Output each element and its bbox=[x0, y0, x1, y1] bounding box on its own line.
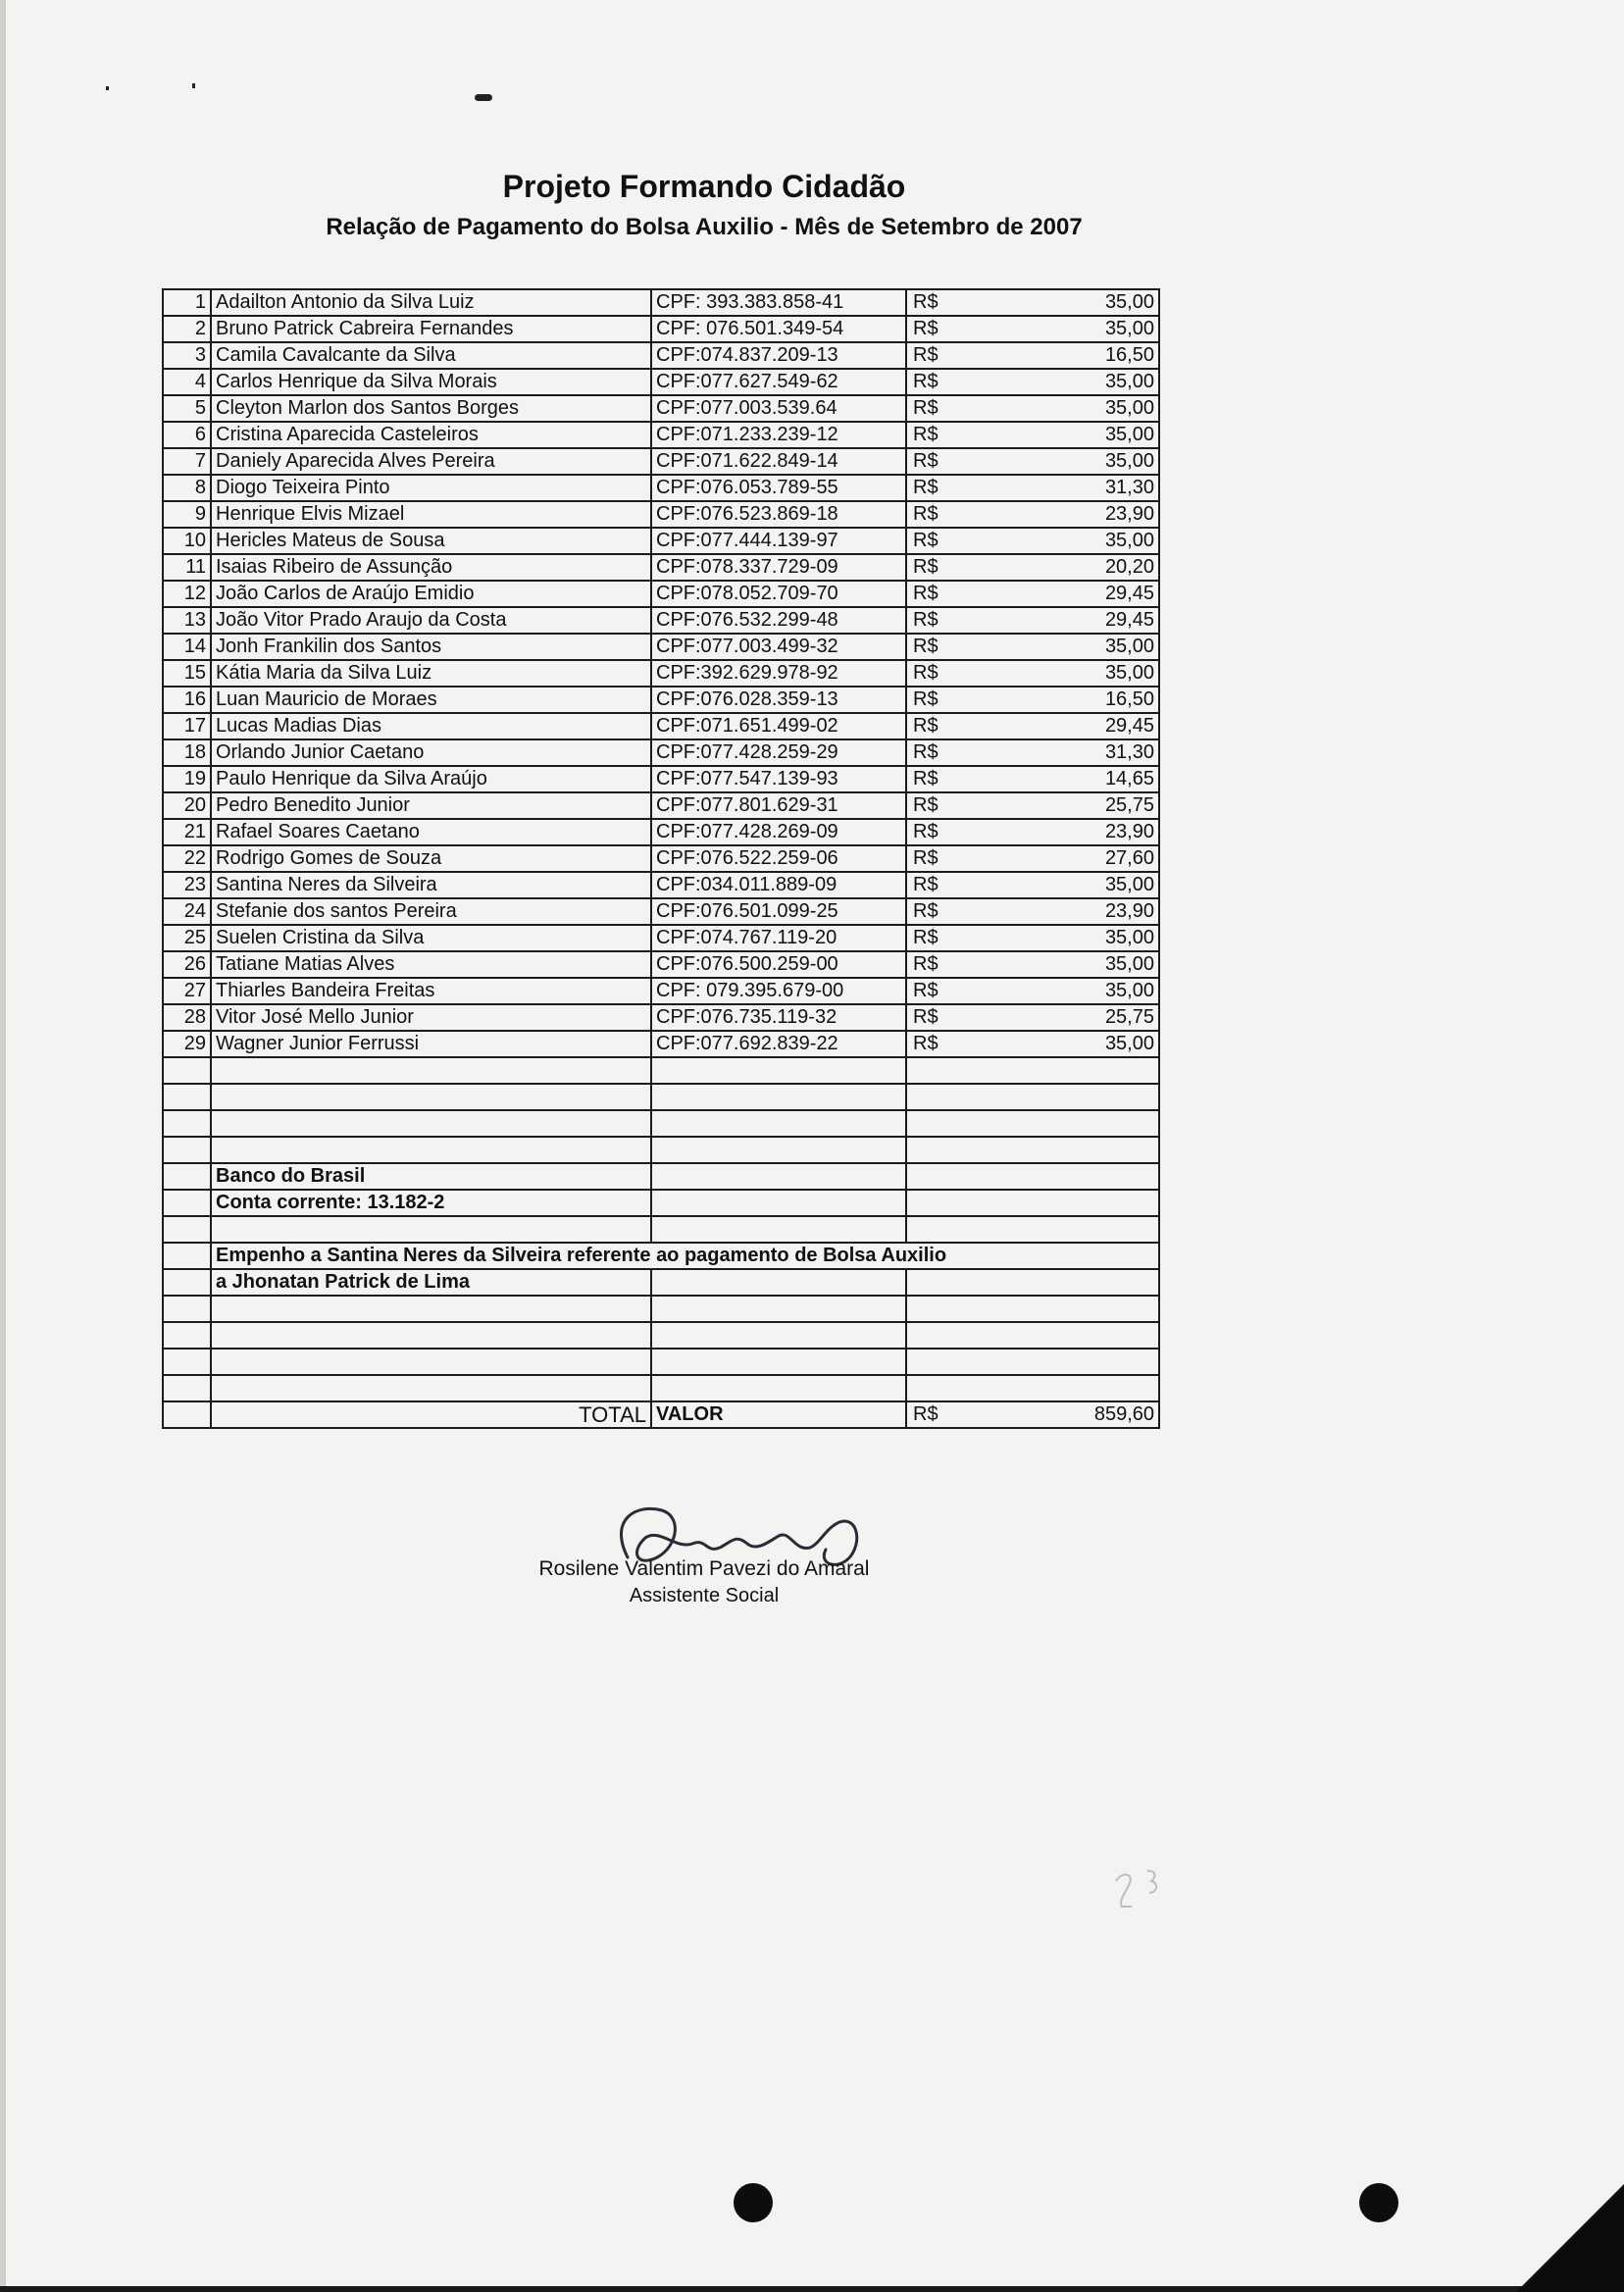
scan-speck bbox=[106, 86, 109, 90]
folded-corner bbox=[1516, 2184, 1624, 2292]
payment-amount: 31,30 bbox=[1104, 477, 1154, 498]
payment-amount-cell bbox=[906, 978, 1159, 1004]
table-row bbox=[163, 395, 1159, 422]
currency-symbol: R$ bbox=[913, 397, 939, 419]
table-row bbox=[163, 739, 1159, 766]
currency-symbol: R$ bbox=[913, 1006, 939, 1028]
currency-symbol: R$ bbox=[913, 874, 939, 895]
payment-amount-cell bbox=[906, 660, 1159, 687]
currency-symbol: R$ bbox=[913, 291, 939, 313]
row-number: 13 bbox=[163, 607, 211, 634]
student-name: Cristina Aparecida Casteleiros bbox=[211, 422, 651, 448]
document-subtitle: Relação de Pagamento do Bolsa Auxilio - Mês de Setembro de 2007 bbox=[326, 214, 1083, 240]
payment-amount: 35,00 bbox=[1104, 927, 1154, 948]
payment-amount-cell bbox=[906, 713, 1159, 739]
table-row bbox=[163, 581, 1159, 607]
payment-amount: 25,75 bbox=[1104, 794, 1154, 816]
row-number: 23 bbox=[163, 872, 211, 898]
payment-amount-cell bbox=[906, 607, 1159, 634]
student-cpf: CPF:076.500.259-00 bbox=[651, 951, 906, 978]
student-cpf: CPF:074.767.119-20 bbox=[651, 925, 906, 951]
row-number: 22 bbox=[163, 845, 211, 872]
student-cpf: CPF: 079.395.679-00 bbox=[651, 978, 906, 1004]
payment-amount-cell bbox=[906, 792, 1159, 819]
currency-symbol: R$ bbox=[913, 636, 939, 657]
payment-amount-cell bbox=[906, 422, 1159, 448]
payment-amount: 20,20 bbox=[1104, 556, 1154, 578]
payment-amount: 35,00 bbox=[1104, 636, 1154, 657]
student-cpf: CPF: 393.383.858-41 bbox=[651, 289, 906, 316]
student-cpf: CPF:077.444.139-97 bbox=[651, 528, 906, 554]
payment-amount: 35,00 bbox=[1104, 530, 1154, 551]
blank-row bbox=[163, 1057, 1159, 1084]
empenho-note: Empenho a Santina Neres da Silveira referente ao pagamento de Bolsa Auxilio bbox=[211, 1243, 1159, 1269]
table-row bbox=[163, 845, 1159, 872]
student-cpf: CPF:077.547.139-93 bbox=[651, 766, 906, 792]
student-name: Paulo Henrique da Silva Araújo bbox=[211, 766, 651, 792]
currency-symbol: R$ bbox=[913, 583, 939, 604]
student-cpf: CPF:077.627.549-62 bbox=[651, 369, 906, 395]
signer-name: Rosilene Valentim Pavezi do Amaral bbox=[538, 1557, 870, 1580]
currency-symbol: R$ bbox=[913, 715, 939, 737]
currency-symbol: R$ bbox=[913, 768, 939, 789]
student-cpf: CPF:077.692.839-22 bbox=[651, 1031, 906, 1057]
student-name: Wagner Junior Ferrussi bbox=[211, 1031, 651, 1057]
student-name: Orlando Junior Caetano bbox=[211, 739, 651, 766]
row-number: 29 bbox=[163, 1031, 211, 1057]
table-row bbox=[163, 289, 1159, 316]
payment-amount: 23,90 bbox=[1104, 503, 1154, 525]
scan-speck bbox=[475, 94, 492, 101]
payment-amount-cell bbox=[906, 369, 1159, 395]
student-cpf: CPF:076.053.789-55 bbox=[651, 475, 906, 501]
empenho-row bbox=[163, 1243, 1159, 1269]
row-number: 19 bbox=[163, 766, 211, 792]
payment-amount-cell bbox=[906, 872, 1159, 898]
table-row bbox=[163, 766, 1159, 792]
student-name: Rafael Soares Caetano bbox=[211, 819, 651, 845]
row-number: 26 bbox=[163, 951, 211, 978]
student-cpf: CPF:077.003.499-32 bbox=[651, 634, 906, 660]
handwritten-mark bbox=[1108, 1863, 1167, 1912]
footer-section bbox=[163, 1057, 1159, 1428]
payment-amount: 35,00 bbox=[1104, 424, 1154, 445]
student-cpf: CPF:076.028.359-13 bbox=[651, 687, 906, 713]
student-cpf: CPF:034.011.889-09 bbox=[651, 872, 906, 898]
row-number: 18 bbox=[163, 739, 211, 766]
valor-label: VALOR bbox=[651, 1401, 906, 1428]
table-row bbox=[163, 1004, 1159, 1031]
payment-amount: 29,45 bbox=[1104, 583, 1154, 604]
payment-amount: 23,90 bbox=[1104, 900, 1154, 922]
student-cpf: CPF:077.428.259-29 bbox=[651, 739, 906, 766]
student-cpf: CPF:078.052.709-70 bbox=[651, 581, 906, 607]
student-name: Jonh Frankilin dos Santos bbox=[211, 634, 651, 660]
bank-row bbox=[163, 1163, 1159, 1190]
student-cpf: CPF:071.233.239-12 bbox=[651, 422, 906, 448]
student-cpf: CPF:076.532.299-48 bbox=[651, 607, 906, 634]
table-row bbox=[163, 607, 1159, 634]
student-name: Daniely Aparecida Alves Pereira bbox=[211, 448, 651, 475]
row-number: 20 bbox=[163, 792, 211, 819]
student-cpf: CPF:074.837.209-13 bbox=[651, 342, 906, 369]
row-number: 15 bbox=[163, 660, 211, 687]
currency-symbol: R$ bbox=[913, 900, 939, 922]
student-name: Vitor José Mello Junior bbox=[211, 1004, 651, 1031]
currency-symbol: R$ bbox=[913, 1033, 939, 1054]
payment-amount-cell bbox=[906, 819, 1159, 845]
table-row bbox=[163, 792, 1159, 819]
row-number: 2 bbox=[163, 316, 211, 342]
blank-row bbox=[163, 1216, 1159, 1243]
payment-amount: 31,30 bbox=[1104, 741, 1154, 763]
payment-amount-cell bbox=[906, 501, 1159, 528]
student-cpf: CPF:076.523.869-18 bbox=[651, 501, 906, 528]
table-row bbox=[163, 634, 1159, 660]
bank-name: Banco do Brasil bbox=[211, 1163, 651, 1190]
student-name: Thiarles Bandeira Freitas bbox=[211, 978, 651, 1004]
payment-amount-cell bbox=[906, 925, 1159, 951]
student-cpf: CPF:076.735.119-32 bbox=[651, 1004, 906, 1031]
blank-row bbox=[163, 1375, 1159, 1401]
row-number: 12 bbox=[163, 581, 211, 607]
payment-amount: 35,00 bbox=[1104, 953, 1154, 975]
row-number: 3 bbox=[163, 342, 211, 369]
row-number: 5 bbox=[163, 395, 211, 422]
payment-amount-cell bbox=[906, 766, 1159, 792]
payment-amount-cell bbox=[906, 316, 1159, 342]
currency-symbol: R$ bbox=[913, 794, 939, 816]
currency-symbol: R$ bbox=[913, 847, 939, 869]
currency-symbol: R$ bbox=[913, 424, 939, 445]
row-number: 6 bbox=[163, 422, 211, 448]
total-row bbox=[163, 1401, 1159, 1428]
table-row bbox=[163, 475, 1159, 501]
currency-symbol: R$ bbox=[913, 980, 939, 1001]
student-name: Suelen Cristina da Silva bbox=[211, 925, 651, 951]
table-row bbox=[163, 316, 1159, 342]
currency-symbol: R$ bbox=[913, 821, 939, 842]
currency-symbol: R$ bbox=[913, 450, 939, 472]
row-number: 28 bbox=[163, 1004, 211, 1031]
student-name: Rodrigo Gomes de Souza bbox=[211, 845, 651, 872]
blank-row bbox=[163, 1322, 1159, 1349]
student-name: João Carlos de Araújo Emidio bbox=[211, 581, 651, 607]
student-cpf: CPF:076.522.259-06 bbox=[651, 845, 906, 872]
currency-symbol: R$ bbox=[913, 556, 939, 578]
signer-role: Assistente Social bbox=[629, 1585, 780, 1606]
row-number: 27 bbox=[163, 978, 211, 1004]
table-row bbox=[163, 448, 1159, 475]
table-row bbox=[163, 819, 1159, 845]
currency-symbol: R$ bbox=[913, 741, 939, 763]
payment-amount: 35,00 bbox=[1104, 662, 1154, 684]
student-cpf: CPF:077.003.539.64 bbox=[651, 395, 906, 422]
payment-amount-cell bbox=[906, 581, 1159, 607]
table-row bbox=[163, 978, 1159, 1004]
payment-amount-cell bbox=[906, 448, 1159, 475]
row-number: 25 bbox=[163, 925, 211, 951]
table-row bbox=[163, 528, 1159, 554]
student-name: Isaias Ribeiro de Assunção bbox=[211, 554, 651, 581]
table-row bbox=[163, 898, 1159, 925]
currency-symbol: R$ bbox=[913, 662, 939, 684]
payment-amount-cell bbox=[906, 898, 1159, 925]
total-amount-cell bbox=[906, 1401, 1159, 1428]
punch-hole bbox=[1359, 2183, 1398, 2222]
payment-amount: 35,00 bbox=[1104, 450, 1154, 472]
table-row bbox=[163, 369, 1159, 395]
empenho-row bbox=[163, 1269, 1159, 1296]
currency-symbol: R$ bbox=[913, 927, 939, 948]
payment-amount: 16,50 bbox=[1104, 344, 1154, 366]
row-number: 10 bbox=[163, 528, 211, 554]
payment-amount: 14,65 bbox=[1104, 768, 1154, 789]
table-row bbox=[163, 951, 1159, 978]
total-currency: R$ bbox=[913, 1403, 939, 1425]
student-cpf: CPF:071.651.499-02 bbox=[651, 713, 906, 739]
currency-symbol: R$ bbox=[913, 371, 939, 392]
payment-amount-cell bbox=[906, 1031, 1159, 1057]
student-name: Stefanie dos santos Pereira bbox=[211, 898, 651, 925]
table-row bbox=[163, 1031, 1159, 1057]
currency-symbol: R$ bbox=[913, 609, 939, 631]
payment-amount-cell bbox=[906, 845, 1159, 872]
payment-amount: 35,00 bbox=[1104, 291, 1154, 313]
payment-amount-cell bbox=[906, 289, 1159, 316]
row-number: 9 bbox=[163, 501, 211, 528]
empenho-beneficiary: a Jhonatan Patrick de Lima bbox=[211, 1269, 651, 1296]
student-name: Carlos Henrique da Silva Morais bbox=[211, 369, 651, 395]
currency-symbol: R$ bbox=[913, 344, 939, 366]
currency-symbol: R$ bbox=[913, 477, 939, 498]
student-name: Pedro Benedito Junior bbox=[211, 792, 651, 819]
payment-amount-cell bbox=[906, 554, 1159, 581]
total-label: TOTAL bbox=[211, 1401, 651, 1428]
table-row bbox=[163, 687, 1159, 713]
student-cpf: CPF:077.801.629-31 bbox=[651, 792, 906, 819]
student-cpf: CPF:076.501.099-25 bbox=[651, 898, 906, 925]
student-name: Cleyton Marlon dos Santos Borges bbox=[211, 395, 651, 422]
student-name: Bruno Patrick Cabreira Fernandes bbox=[211, 316, 651, 342]
blank-row bbox=[163, 1349, 1159, 1375]
payment-amount: 35,00 bbox=[1104, 397, 1154, 419]
total-amount: 859,60 bbox=[1093, 1403, 1154, 1425]
blank-row bbox=[163, 1296, 1159, 1322]
payment-amount-cell bbox=[906, 395, 1159, 422]
row-number: 14 bbox=[163, 634, 211, 660]
payment-amount: 35,00 bbox=[1104, 1033, 1154, 1054]
bank-account: Conta corrente: 13.182-2 bbox=[211, 1190, 651, 1216]
document-title: Projeto Formando Cidadão bbox=[502, 169, 906, 204]
payment-amount: 35,00 bbox=[1104, 874, 1154, 895]
payment-amount: 35,00 bbox=[1104, 371, 1154, 392]
scan-edge bbox=[0, 2286, 1624, 2292]
payment-amount: 27,60 bbox=[1104, 847, 1154, 869]
student-cpf: CPF:077.428.269-09 bbox=[651, 819, 906, 845]
student-name: Lucas Madias Dias bbox=[211, 713, 651, 739]
table-row bbox=[163, 422, 1159, 448]
student-name: Hericles Mateus de Sousa bbox=[211, 528, 651, 554]
payment-amount-cell bbox=[906, 634, 1159, 660]
student-cpf: CPF:078.337.729-09 bbox=[651, 554, 906, 581]
row-number: 24 bbox=[163, 898, 211, 925]
payment-table bbox=[162, 288, 1160, 1429]
payment-amount: 29,45 bbox=[1104, 715, 1154, 737]
blank-row bbox=[163, 1137, 1159, 1163]
currency-symbol: R$ bbox=[913, 953, 939, 975]
blank-row bbox=[163, 1084, 1159, 1110]
scan-speck bbox=[192, 83, 195, 88]
table-row bbox=[163, 925, 1159, 951]
student-name: Camila Cavalcante da Silva bbox=[211, 342, 651, 369]
table-row bbox=[163, 501, 1159, 528]
table-row bbox=[163, 660, 1159, 687]
student-name: Kátia Maria da Silva Luiz bbox=[211, 660, 651, 687]
student-name: Adailton Antonio da Silva Luiz bbox=[211, 289, 651, 316]
payment-amount-cell bbox=[906, 475, 1159, 501]
payment-amount-cell bbox=[906, 342, 1159, 369]
payment-amount-cell bbox=[906, 687, 1159, 713]
table-row bbox=[163, 554, 1159, 581]
row-number: 16 bbox=[163, 687, 211, 713]
punch-hole bbox=[734, 2183, 773, 2222]
row-number: 7 bbox=[163, 448, 211, 475]
blank-row bbox=[163, 1110, 1159, 1137]
currency-symbol: R$ bbox=[913, 318, 939, 339]
student-cpf: CPF:392.629.978-92 bbox=[651, 660, 906, 687]
currency-symbol: R$ bbox=[913, 503, 939, 525]
student-cpf: CPF:071.622.849-14 bbox=[651, 448, 906, 475]
payment-amount: 23,90 bbox=[1104, 821, 1154, 842]
payment-amount: 35,00 bbox=[1104, 980, 1154, 1001]
student-cpf: CPF: 076.501.349-54 bbox=[651, 316, 906, 342]
scan-edge bbox=[0, 0, 6, 2292]
student-name: João Vitor Prado Araujo da Costa bbox=[211, 607, 651, 634]
student-name: Henrique Elvis Mizael bbox=[211, 501, 651, 528]
row-number: 4 bbox=[163, 369, 211, 395]
student-name: Tatiane Matias Alves bbox=[211, 951, 651, 978]
row-number: 17 bbox=[163, 713, 211, 739]
payment-rows bbox=[163, 289, 1159, 1057]
payment-amount-cell bbox=[906, 951, 1159, 978]
payment-amount: 29,45 bbox=[1104, 609, 1154, 631]
payment-amount-cell bbox=[906, 739, 1159, 766]
payment-amount: 25,75 bbox=[1104, 1006, 1154, 1028]
row-number: 1 bbox=[163, 289, 211, 316]
table-row bbox=[163, 713, 1159, 739]
row-number: 8 bbox=[163, 475, 211, 501]
payment-amount: 16,50 bbox=[1104, 688, 1154, 710]
student-name: Luan Mauricio de Moraes bbox=[211, 687, 651, 713]
account-row bbox=[163, 1190, 1159, 1216]
student-name: Diogo Teixeira Pinto bbox=[211, 475, 651, 501]
payment-amount-cell bbox=[906, 528, 1159, 554]
currency-symbol: R$ bbox=[913, 530, 939, 551]
payment-amount: 35,00 bbox=[1104, 318, 1154, 339]
row-number: 11 bbox=[163, 554, 211, 581]
currency-symbol: R$ bbox=[913, 688, 939, 710]
table-row bbox=[163, 872, 1159, 898]
row-number: 21 bbox=[163, 819, 211, 845]
payment-amount-cell bbox=[906, 1004, 1159, 1031]
table-row bbox=[163, 342, 1159, 369]
student-name: Santina Neres da Silveira bbox=[211, 872, 651, 898]
